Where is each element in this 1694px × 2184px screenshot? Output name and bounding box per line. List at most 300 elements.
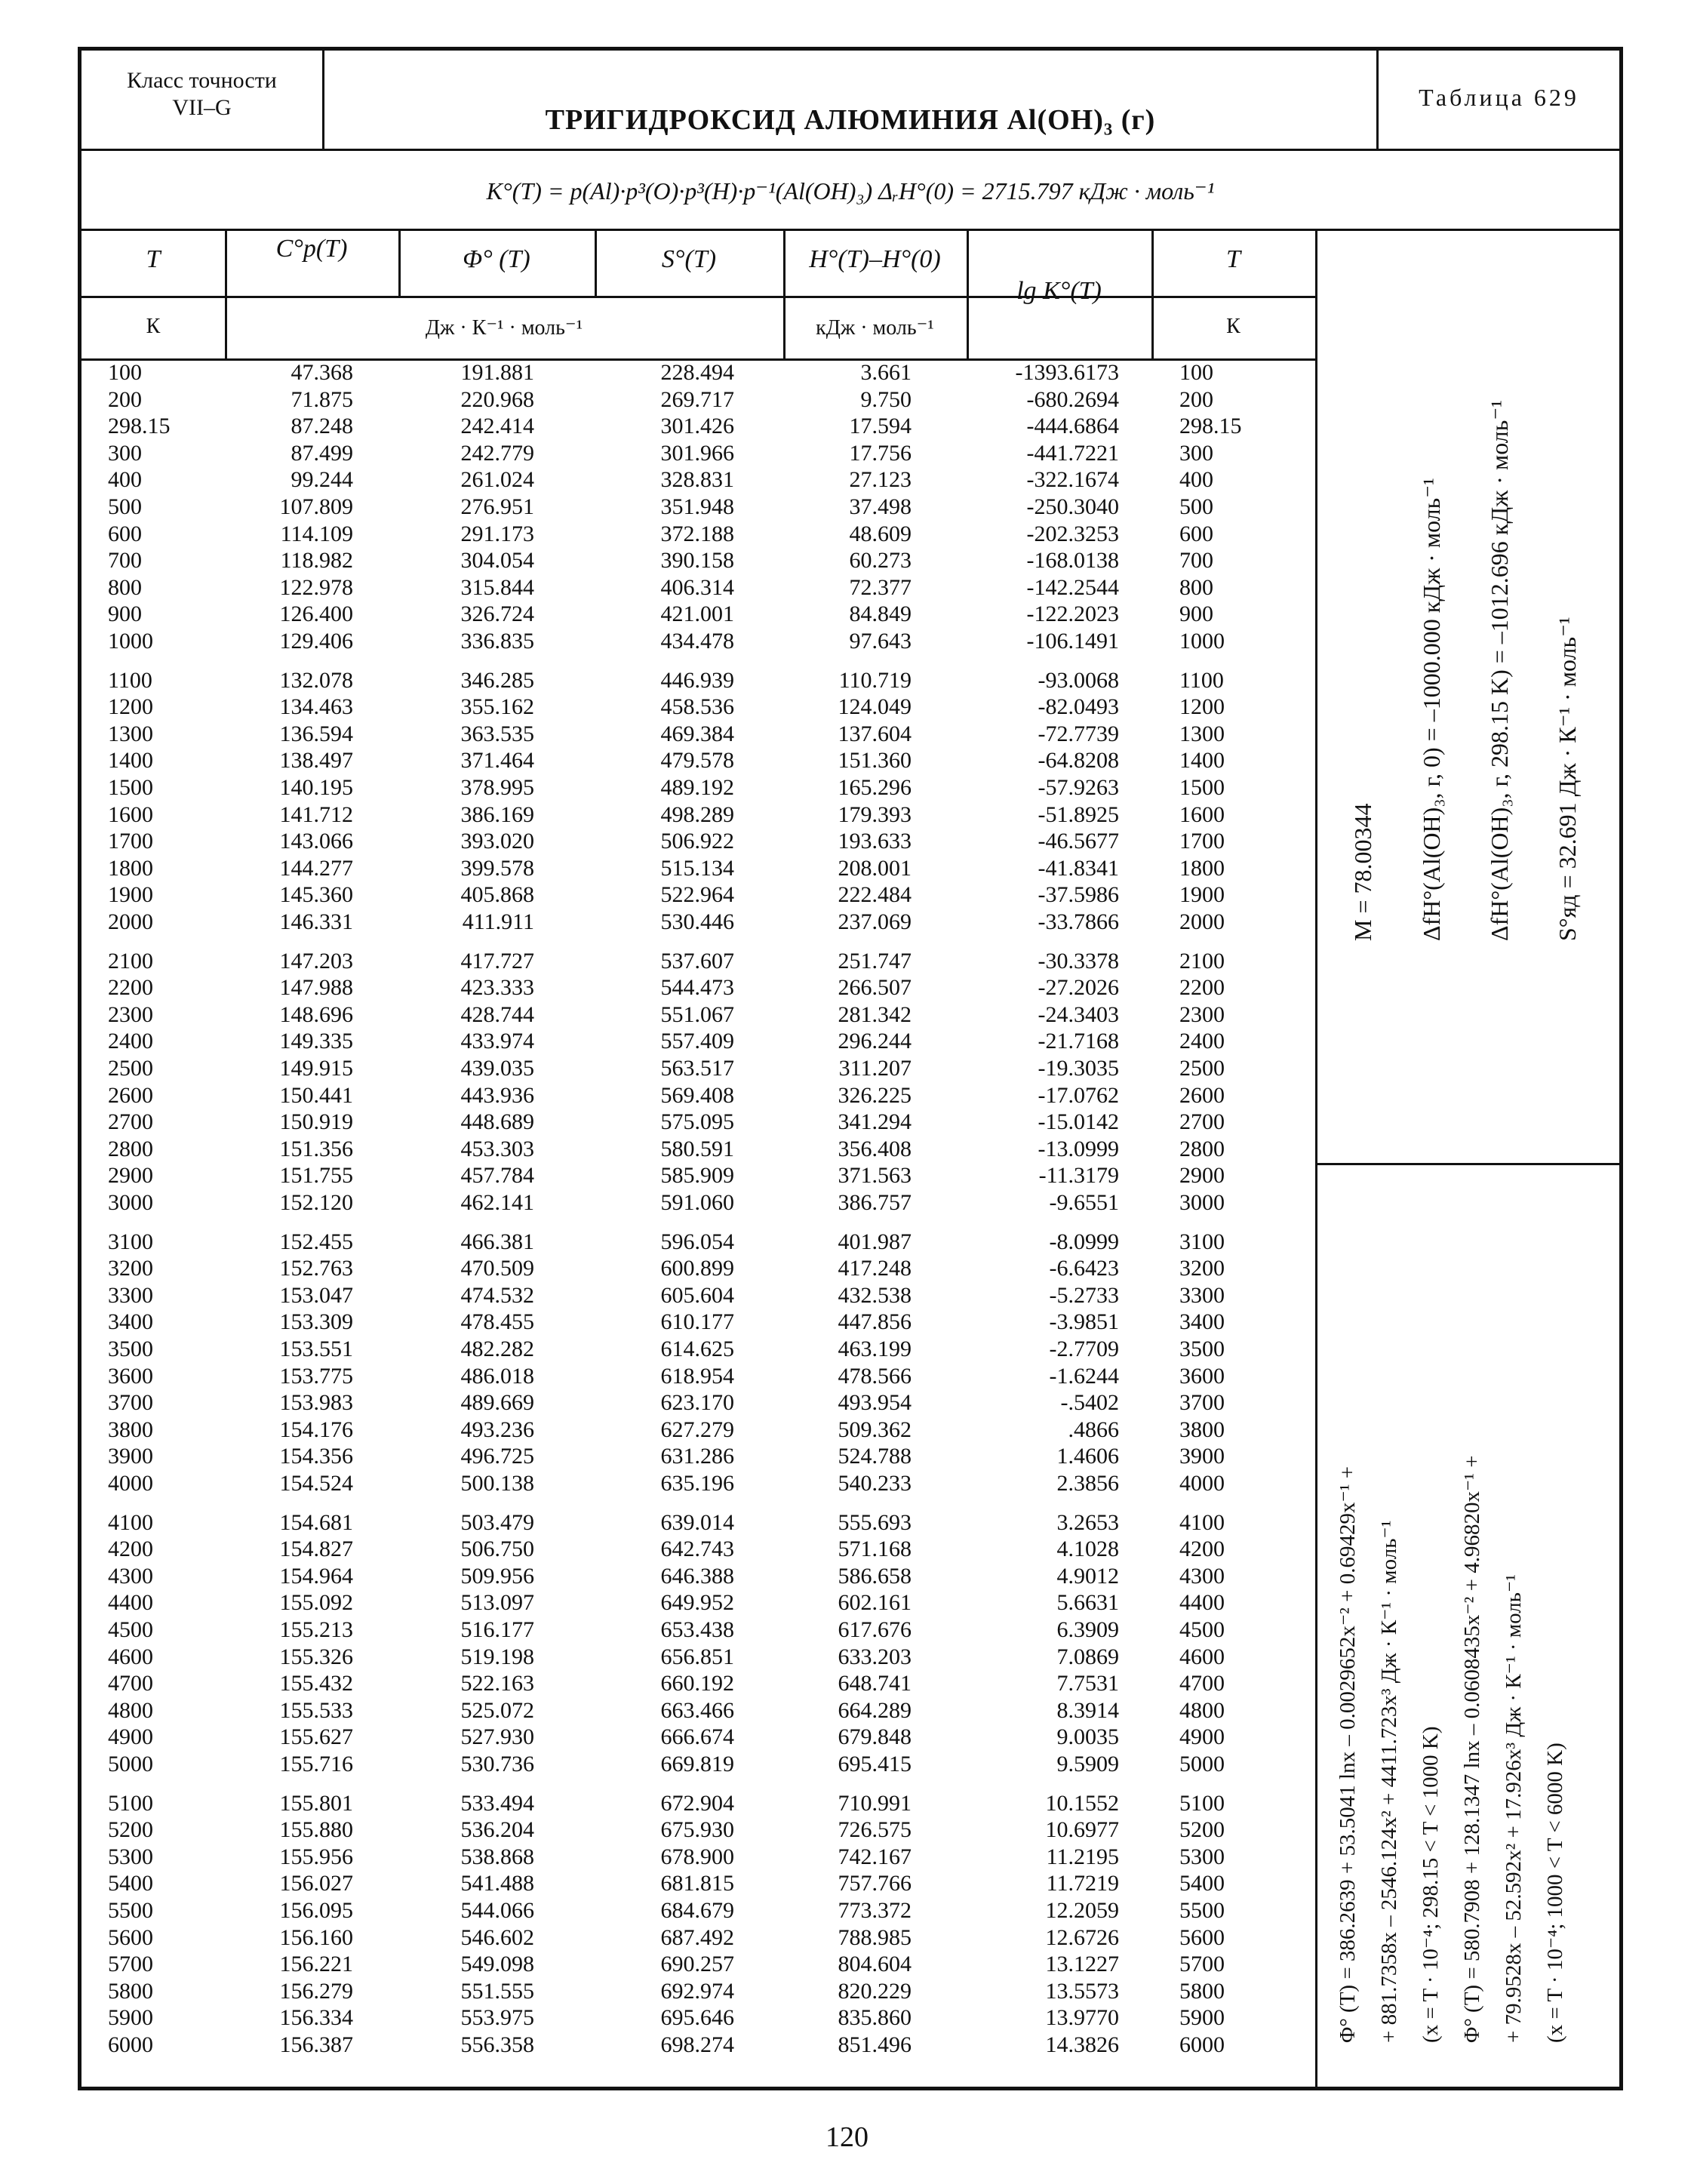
table-cell: 544.066 (460, 1898, 534, 1923)
table-row (81, 1590, 1315, 1617)
table-cell: 653.438 (660, 1617, 734, 1642)
table-cell: 141.712 (279, 801, 353, 827)
table-row (81, 694, 1315, 721)
table-cell: 11.2195 (1046, 1844, 1119, 1869)
table-cell: 356.408 (838, 1136, 912, 1161)
table-cell: 448.689 (460, 1109, 534, 1135)
table-row (81, 2005, 1315, 2032)
table-cell: 301.966 (660, 440, 734, 466)
table-cell: 5000 (108, 1752, 153, 1776)
table-cell: 4700 (1179, 1671, 1225, 1696)
table-cell: 5600 (108, 1924, 153, 1950)
table-cell: 3500 (1179, 1337, 1225, 1361)
table-cell: 4200 (108, 1536, 153, 1562)
col-header-phi: Φ° (T) (463, 245, 530, 273)
table-cell: 5700 (1179, 1952, 1225, 1977)
table-cell: 154.681 (279, 1509, 353, 1535)
table-cell: 4700 (108, 1671, 153, 1696)
table-cell: 100 (108, 360, 142, 385)
table-cell: 4500 (108, 1617, 153, 1642)
table-cell: 2400 (1179, 1029, 1225, 1054)
side-top-line: S°яд = 32.691 Дж · К⁻¹ · моль⁻¹ (1554, 617, 1581, 941)
table-cell: 147.203 (279, 948, 353, 974)
table-cell: 6000 (108, 2032, 153, 2057)
table-cell: 773.372 (838, 1898, 912, 1923)
table-cell: -1393.6173 (1015, 360, 1119, 385)
table-cell: 557.409 (660, 1029, 734, 1054)
table-cell: -250.3040 (1026, 494, 1119, 519)
table-cell: 600 (108, 521, 142, 546)
equilibrium-equation: K°(T) = p(Al)·p³(O)·p³(H)·p⁻¹(Al(OH)₃) ΔᵣH°(0) = 2715.797 кДж · моль⁻¹ (81, 151, 1619, 231)
table-cell: 220.968 (460, 386, 534, 412)
table-cell: -51.8925 (1038, 801, 1119, 827)
table-cell: 401.987 (838, 1229, 912, 1254)
table-cell: 5100 (1179, 1790, 1225, 1816)
table-cell: 156.279 (279, 1978, 353, 2004)
table-cell: 2100 (1179, 948, 1225, 974)
table-cell: 165.296 (838, 775, 912, 800)
table-cell: 7.7531 (1056, 1671, 1119, 1696)
table-cell: -6.6423 (1049, 1256, 1119, 1281)
table-cell: 237.069 (838, 909, 912, 934)
table-row (81, 1309, 1315, 1337)
table-cell: 3600 (1179, 1363, 1225, 1389)
table-cell: 154.964 (279, 1563, 353, 1589)
unit-t: К (146, 315, 161, 338)
table-cell: -72.7739 (1038, 721, 1119, 746)
side-bottom-line: + 881.7358x – 2546.124x² + 4411.723x³ Дж · К⁻¹ · моль⁻¹ (1377, 1520, 1401, 2043)
table-cell: 371.464 (460, 748, 534, 774)
table-cell: 4200 (1179, 1536, 1225, 1562)
table-cell: 148.696 (279, 1001, 353, 1027)
table-cell: 726.575 (838, 1817, 912, 1843)
table-cell: 4.9012 (1056, 1563, 1119, 1589)
table-cell: 4100 (108, 1509, 153, 1535)
table-cell: -37.5986 (1038, 882, 1119, 908)
table-cell: 156.221 (279, 1952, 353, 1977)
table-cell: 411.911 (462, 909, 534, 934)
col-header-t2: T (1226, 245, 1241, 273)
table-cell: 5500 (108, 1898, 153, 1923)
table-cell: 84.849 (849, 601, 912, 627)
table-cell: 37.498 (849, 494, 912, 519)
table-row (81, 949, 1315, 976)
table-cell: 152.763 (279, 1256, 353, 1281)
table-cell: -122.2023 (1026, 601, 1119, 627)
side-bottom-line: Φ° (T) = 580.7908 + 128.1347 lnx – 0.0608435x⁻² + 4.96820x⁻¹ + (1460, 1455, 1484, 2043)
side-panel-divider (1315, 231, 1317, 2090)
table-cell: 13.9770 (1045, 2005, 1119, 2031)
table-cell: 463.199 (838, 1337, 912, 1361)
col-header-cp: C°p(T) (275, 235, 348, 263)
table-cell: 3900 (108, 1444, 153, 1469)
table-cell: 87.248 (291, 414, 353, 439)
table-cell: -680.2694 (1026, 386, 1119, 412)
col-header-s: S°(T) (661, 245, 717, 273)
table-cell: 672.904 (660, 1790, 734, 1816)
table-cell: -5.2733 (1049, 1282, 1119, 1308)
table-cell: 386.169 (460, 801, 534, 827)
table-cell: 179.393 (838, 801, 912, 827)
table-cell: 4100 (1179, 1509, 1225, 1535)
table-row (81, 1979, 1315, 2006)
table-cell: 124.049 (838, 694, 912, 720)
table-cell: 757.766 (838, 1871, 912, 1896)
table-cell: 99.244 (291, 467, 353, 493)
table-cell: -11.3179 (1038, 1163, 1119, 1189)
table-cell: 618.954 (660, 1363, 734, 1389)
table-cell: 298.15 (1179, 414, 1242, 439)
table-cell: 7.0869 (1056, 1644, 1119, 1669)
table-cell: 251.747 (838, 948, 912, 974)
table-cell: 156.334 (279, 2005, 353, 2031)
table-cell: 100 (1179, 360, 1213, 385)
table-cell: 155.326 (279, 1644, 353, 1669)
table-cell: 537.607 (660, 948, 734, 974)
table-cell: 200 (1179, 386, 1213, 412)
table-cell: 900 (1179, 601, 1213, 627)
table-cell: 525.072 (460, 1697, 534, 1723)
table-cell: 3100 (1179, 1229, 1225, 1254)
table-cell: 3700 (1179, 1390, 1225, 1416)
table-cell: 635.196 (660, 1471, 734, 1496)
table-row (81, 1364, 1315, 1391)
table-row (81, 1109, 1315, 1137)
table-cell: 5200 (1179, 1817, 1225, 1843)
table-cell: 439.035 (460, 1056, 534, 1081)
table-cell: 533.494 (460, 1790, 534, 1816)
table-cell: 4000 (1179, 1471, 1225, 1496)
table-cell: 556.358 (460, 2032, 534, 2057)
table-row (81, 1817, 1315, 1844)
table-cell: -168.0138 (1026, 548, 1119, 574)
table-cell: 138.497 (279, 748, 353, 774)
table-cell: 3400 (108, 1309, 153, 1335)
table-cell: 800 (108, 574, 142, 600)
table-cell: 462.141 (460, 1190, 534, 1215)
table-cell: 1600 (108, 801, 153, 827)
table-cell: 551.067 (660, 1001, 734, 1027)
table-cell: -21.7168 (1038, 1029, 1119, 1054)
table-cell: 571.168 (838, 1536, 912, 1562)
table-cell: 208.001 (838, 855, 912, 881)
table-cell: 150.919 (279, 1109, 353, 1135)
table-cell: 149.915 (279, 1056, 353, 1081)
table-cell: 6000 (1179, 2032, 1225, 2057)
table-cell: 656.851 (660, 1644, 734, 1669)
table-cell: 900 (108, 601, 142, 627)
table-cell: 1200 (1179, 694, 1225, 720)
table-row (81, 601, 1315, 629)
table-cell: 2500 (1179, 1056, 1225, 1081)
table-cell: 2600 (108, 1082, 153, 1108)
table-cell: 276.951 (460, 494, 534, 519)
table-cell: 530.736 (460, 1752, 534, 1776)
table-cell: 5700 (108, 1952, 153, 1977)
table-cell: 1000 (108, 629, 153, 654)
table-cell: 122.978 (279, 574, 353, 600)
table-cell: 155.213 (279, 1617, 353, 1642)
table-cell: 1400 (1179, 748, 1225, 774)
table-cell: 406.314 (660, 574, 734, 600)
table-row (81, 629, 1315, 656)
table-row (81, 575, 1315, 602)
table-cell: 498.289 (660, 801, 734, 827)
table-cell: 447.856 (838, 1309, 912, 1335)
table-cell: -3.9851 (1049, 1309, 1119, 1335)
table-cell: 143.066 (279, 829, 353, 854)
table-row (81, 1698, 1315, 1725)
col-header-h: H°(T)–H°(0) (809, 245, 941, 273)
table-cell: 633.203 (838, 1644, 912, 1669)
table-cell: 13.5573 (1045, 1978, 1119, 2004)
table-cell: -322.1674 (1026, 467, 1119, 493)
table-row (81, 1844, 1315, 1872)
table-row (81, 1952, 1315, 1979)
table-cell: 1400 (108, 748, 153, 774)
table-cell: 478.455 (460, 1309, 534, 1335)
table-cell: 596.054 (660, 1229, 734, 1254)
table-cell: 5900 (1179, 2005, 1225, 2031)
table-cell: 371.563 (838, 1163, 912, 1189)
table-cell: 298.15 (108, 414, 171, 439)
table-cell: 509.956 (460, 1563, 534, 1589)
table-cell: 2700 (1179, 1109, 1225, 1135)
table-cell: 695.415 (838, 1752, 912, 1776)
table-row (81, 1791, 1315, 1818)
table-row (81, 1256, 1315, 1283)
table-cell: 200 (108, 386, 142, 412)
table-cell: 538.868 (460, 1844, 534, 1869)
table-row (81, 1471, 1315, 1498)
table-row (81, 1510, 1315, 1537)
table-cell: 3800 (108, 1417, 153, 1442)
table-cell: 137.604 (838, 721, 912, 746)
table-cell: 524.788 (838, 1444, 912, 1469)
table-cell: 648.741 (838, 1671, 912, 1696)
table-cell: 12.2059 (1045, 1898, 1119, 1923)
table-cell: 5600 (1179, 1924, 1225, 1950)
table-cell: 446.939 (660, 667, 734, 693)
table-cell: -82.0493 (1038, 694, 1119, 720)
table-cell: 155.956 (279, 1844, 353, 1869)
table-cell: 4000 (108, 1471, 153, 1496)
table-cell: 493.954 (838, 1390, 912, 1416)
table-cell: 393.020 (460, 829, 534, 854)
side-bottom-line: + 79.9528x – 52.592x² + 17.926x³ Дж · К⁻¹ · моль⁻¹ (1502, 1574, 1526, 2043)
table-cell: 684.679 (660, 1898, 734, 1923)
table-cell: 144.277 (279, 855, 353, 881)
table-cell: 9.750 (860, 386, 912, 412)
table-row (81, 414, 1315, 441)
table-cell: 311.207 (838, 1056, 912, 1081)
table-cell: 326.724 (460, 601, 534, 627)
table-cell: 2200 (108, 975, 153, 1001)
table-cell: 155.801 (279, 1790, 353, 1816)
table-cell: 602.161 (838, 1590, 912, 1616)
table-cell: 2000 (1179, 909, 1225, 934)
table-cell: 153.309 (279, 1309, 353, 1335)
table-cell: 3300 (108, 1282, 153, 1308)
table-cell: 820.229 (838, 1978, 912, 2004)
table-row (81, 1029, 1315, 1056)
table-cell: 4600 (1179, 1644, 1225, 1669)
table-cell: 156.027 (279, 1871, 353, 1896)
table-row (81, 668, 1315, 695)
table-cell: 500 (108, 494, 142, 519)
table-cell: 2.3856 (1056, 1471, 1119, 1496)
table-cell: 2000 (108, 909, 153, 934)
table-cell: 660.192 (660, 1671, 734, 1696)
table-cell: 3500 (108, 1337, 153, 1361)
table-cell: 482.282 (460, 1337, 534, 1361)
table-cell: 5400 (108, 1871, 153, 1896)
table-cell: -142.2544 (1026, 574, 1119, 600)
table-cell: 155.533 (279, 1697, 353, 1723)
table-row (81, 1644, 1315, 1672)
table-number: Таблица 629 (1376, 51, 1619, 149)
table-cell: 664.289 (838, 1697, 912, 1723)
table-cell: 3200 (108, 1256, 153, 1281)
table-cell: 5100 (108, 1790, 153, 1816)
table-cell: 5300 (108, 1844, 153, 1869)
table-cell: 489.669 (460, 1390, 534, 1416)
table-cell: 1500 (1179, 775, 1225, 800)
table-cell: 549.098 (460, 1952, 534, 1977)
table-row (81, 521, 1315, 549)
table-row (81, 467, 1315, 494)
table-cell: 421.001 (660, 601, 734, 627)
table-cell: -17.0762 (1038, 1082, 1119, 1108)
table-cell: 515.134 (660, 855, 734, 881)
table-cell: 3900 (1179, 1444, 1225, 1469)
table-cell: 60.273 (849, 548, 912, 574)
table-cell: -33.7866 (1038, 909, 1119, 934)
table-cell: 585.909 (660, 1163, 734, 1189)
table-cell: 600 (1179, 521, 1213, 546)
table-cell: 156.095 (279, 1898, 353, 1923)
table-cell: 8.3914 (1056, 1697, 1119, 1723)
table-cell: 642.743 (660, 1536, 734, 1562)
table-cell: 4600 (108, 1644, 153, 1669)
accuracy-class-box (81, 51, 324, 149)
table-cell: 118.982 (280, 548, 353, 574)
table-cell: 4900 (1179, 1724, 1225, 1750)
table-cell: 153.047 (279, 1282, 353, 1308)
table-cell: 2300 (108, 1001, 153, 1027)
table-row (81, 1724, 1315, 1752)
table-cell: 147.988 (279, 975, 353, 1001)
table-cell: 110.719 (838, 667, 912, 693)
table-cell: 146.331 (279, 909, 353, 934)
table-cell: 851.496 (838, 2032, 912, 2057)
table-cell: 742.167 (838, 1844, 912, 1869)
table-cell: 300 (108, 440, 142, 466)
page-number: 120 (825, 2121, 869, 2153)
table-cell: -202.3253 (1026, 521, 1119, 546)
table-row (81, 1283, 1315, 1310)
table-row (81, 548, 1315, 575)
table-cell: 443.936 (460, 1082, 534, 1108)
table-cell: 5200 (108, 1817, 153, 1843)
table-cell: 2600 (1179, 1082, 1225, 1108)
table-cell: 631.286 (660, 1444, 734, 1469)
table-cell: 4900 (108, 1724, 153, 1750)
table-cell: 341.294 (838, 1109, 912, 1135)
table-cell: 304.054 (460, 548, 534, 574)
table-cell: 269.717 (660, 386, 734, 412)
table-cell: 346.285 (460, 667, 534, 693)
table-row (81, 1002, 1315, 1029)
table-cell: 154.356 (279, 1444, 353, 1469)
table-cell: 150.441 (279, 1082, 353, 1108)
table-cell: 522.964 (660, 882, 734, 908)
table-row (81, 748, 1315, 775)
table-cell: 536.204 (460, 1817, 534, 1843)
table-cell: 242.414 (460, 414, 534, 439)
table-cell: 506.922 (660, 829, 734, 854)
table-row (81, 1536, 1315, 1564)
table-cell: 649.952 (660, 1590, 734, 1616)
table-cell: 617.676 (838, 1617, 912, 1642)
table-cell: 519.198 (460, 1644, 534, 1669)
table-cell: 675.930 (660, 1817, 734, 1843)
table-cell: 5000 (1179, 1752, 1225, 1776)
table-cell: 5300 (1179, 1844, 1225, 1869)
table-cell: 700 (1179, 548, 1213, 574)
table-cell: 12.6726 (1045, 1924, 1119, 1950)
table-row (81, 829, 1315, 856)
table-cell: 154.827 (279, 1536, 353, 1562)
table-cell: 678.900 (660, 1844, 734, 1869)
side-top-line: M = 78.00344 (1349, 803, 1376, 941)
table-cell: 193.633 (838, 829, 912, 854)
table-cell: 569.408 (660, 1082, 734, 1108)
table-cell: 6.3909 (1056, 1617, 1119, 1642)
table-cell: 428.744 (460, 1001, 534, 1027)
table-row (81, 441, 1315, 468)
unit-t2: К (1226, 315, 1241, 338)
table-cell: 434.478 (660, 629, 734, 654)
table-cell: 5800 (1179, 1978, 1225, 2004)
table-cell: 2800 (108, 1136, 153, 1161)
table-cell: 496.725 (460, 1444, 534, 1469)
table-cell: 153.551 (279, 1337, 353, 1361)
table-cell: 469.384 (660, 721, 734, 746)
table-cell: 800 (1179, 574, 1213, 600)
side-bottom-line: Φ° (T) = 386.2639 + 53.5041 lnx – 0.0029652x⁻² + 0.69429x⁻¹ + (1336, 1466, 1360, 2043)
table-row (81, 1444, 1315, 1471)
table-cell: 228.494 (660, 360, 734, 385)
table-cell: 13.1227 (1045, 1952, 1119, 1977)
table-cell: 3800 (1179, 1417, 1225, 1442)
table-cell: 372.188 (660, 521, 734, 546)
table-cell: 378.995 (460, 775, 534, 800)
table-cell: 5800 (108, 1978, 153, 2004)
table-cell: 470.509 (460, 1256, 534, 1281)
table-cell: 639.014 (660, 1509, 734, 1535)
table-cell: 107.809 (279, 494, 353, 519)
table-cell: 140.195 (279, 775, 353, 800)
table-cell: 474.532 (460, 1282, 534, 1308)
table-cell: 9.5909 (1056, 1752, 1119, 1776)
table-cell: 291.173 (460, 521, 534, 546)
table-cell: 687.492 (660, 1924, 734, 1950)
table-cell: 191.881 (460, 360, 534, 385)
table-cell: 1200 (108, 694, 153, 720)
table-cell: -64.8208 (1038, 748, 1119, 774)
table-cell: 530.446 (660, 909, 734, 934)
